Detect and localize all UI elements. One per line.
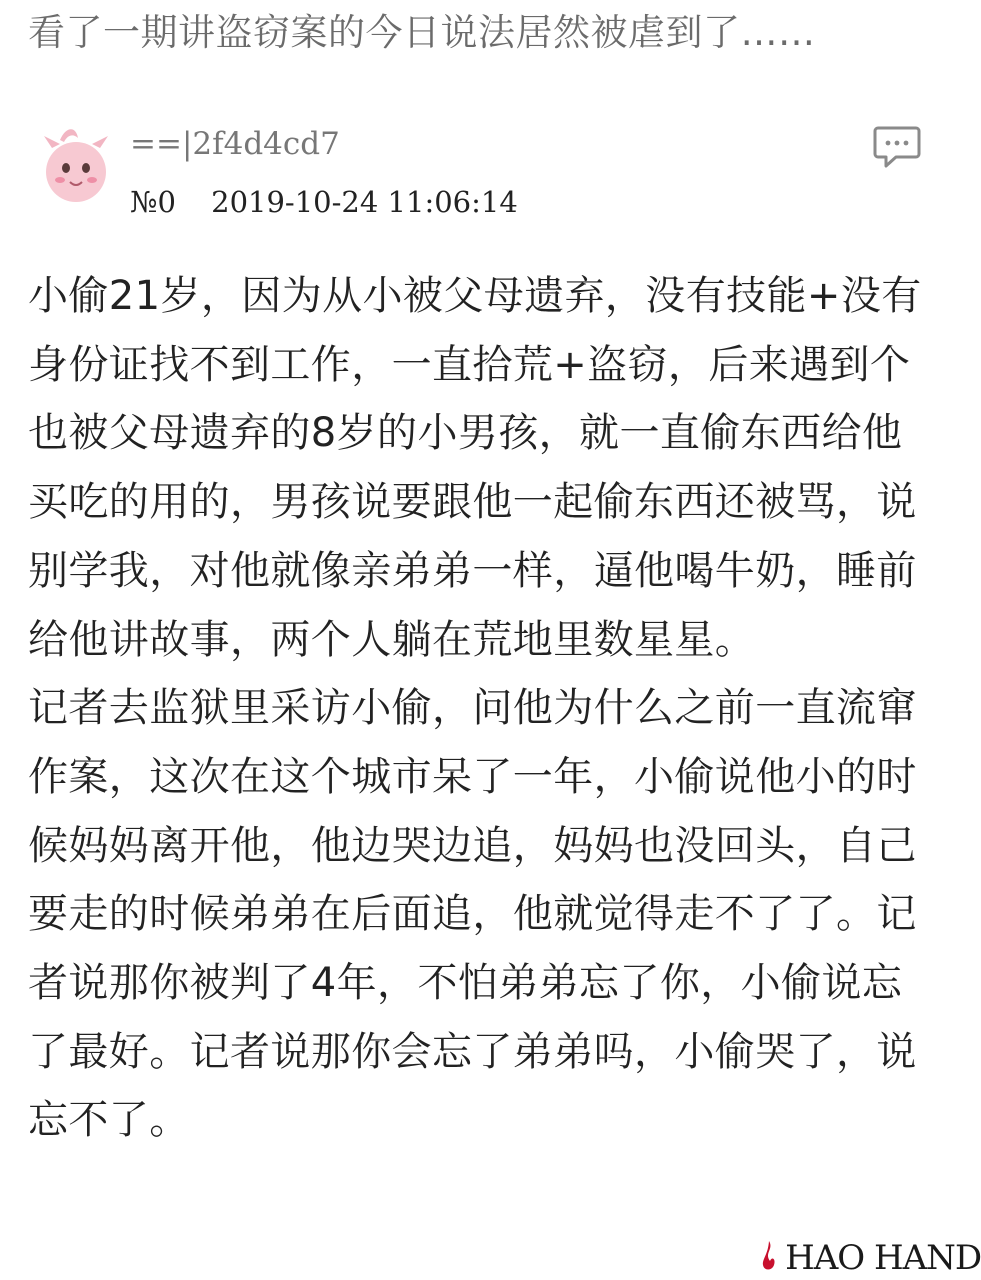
flame-logo-icon [760, 1239, 778, 1273]
reply-button[interactable] [872, 124, 922, 170]
post-title: 看了一期讲盗窃案的今日说法居然被虐到了…… [28, 11, 816, 54]
comment-bubble-icon [872, 124, 922, 170]
site-watermark [758, 1236, 981, 1280]
post-timestamp: 2019-10-24 11:06:14 [211, 185, 518, 219]
pink-cartoon-avatar-icon [30, 118, 122, 210]
content-paragraph: 记者去监狱里采访小偷，问他为什么之前一直流窜作案，这次在这个城市呆了一年，小偷说他小的时候妈妈离开他，他边哭边追，妈妈也没回头，自己要走的时候弟弟在后面追，他就觉得走不了了。记者说那你被判了4年，不怕弟弟忘了你，小偷说忘了最好。记者说那你会忘了弟弟吗，小偷哭了，说忘不了。 [28, 685, 917, 1144]
post-content [28, 262, 940, 1155]
content-paragraph: 小偷21岁，因为从小被父母遗弃，没有技能+没有身份证找不到工作，一直拾荒+盗窃，后来遇到个也被父母遗弃的8岁的小男孩，就一直偷东西给他买吃的用的，男孩说要跟他一起偷东西还被骂，说别学我，对他就像亲弟弟一样，逼他喝牛奶，睡前给他讲故事，两个人躺在荒地里数星星。 [28, 273, 922, 663]
username[interactable]: ==|2f4d4cd7 [130, 126, 340, 162]
post-meta [130, 182, 518, 222]
floor-number: №0 [130, 185, 176, 219]
user-avatar[interactable] [30, 118, 122, 210]
watermark-text: HAO HAND [785, 1238, 981, 1278]
